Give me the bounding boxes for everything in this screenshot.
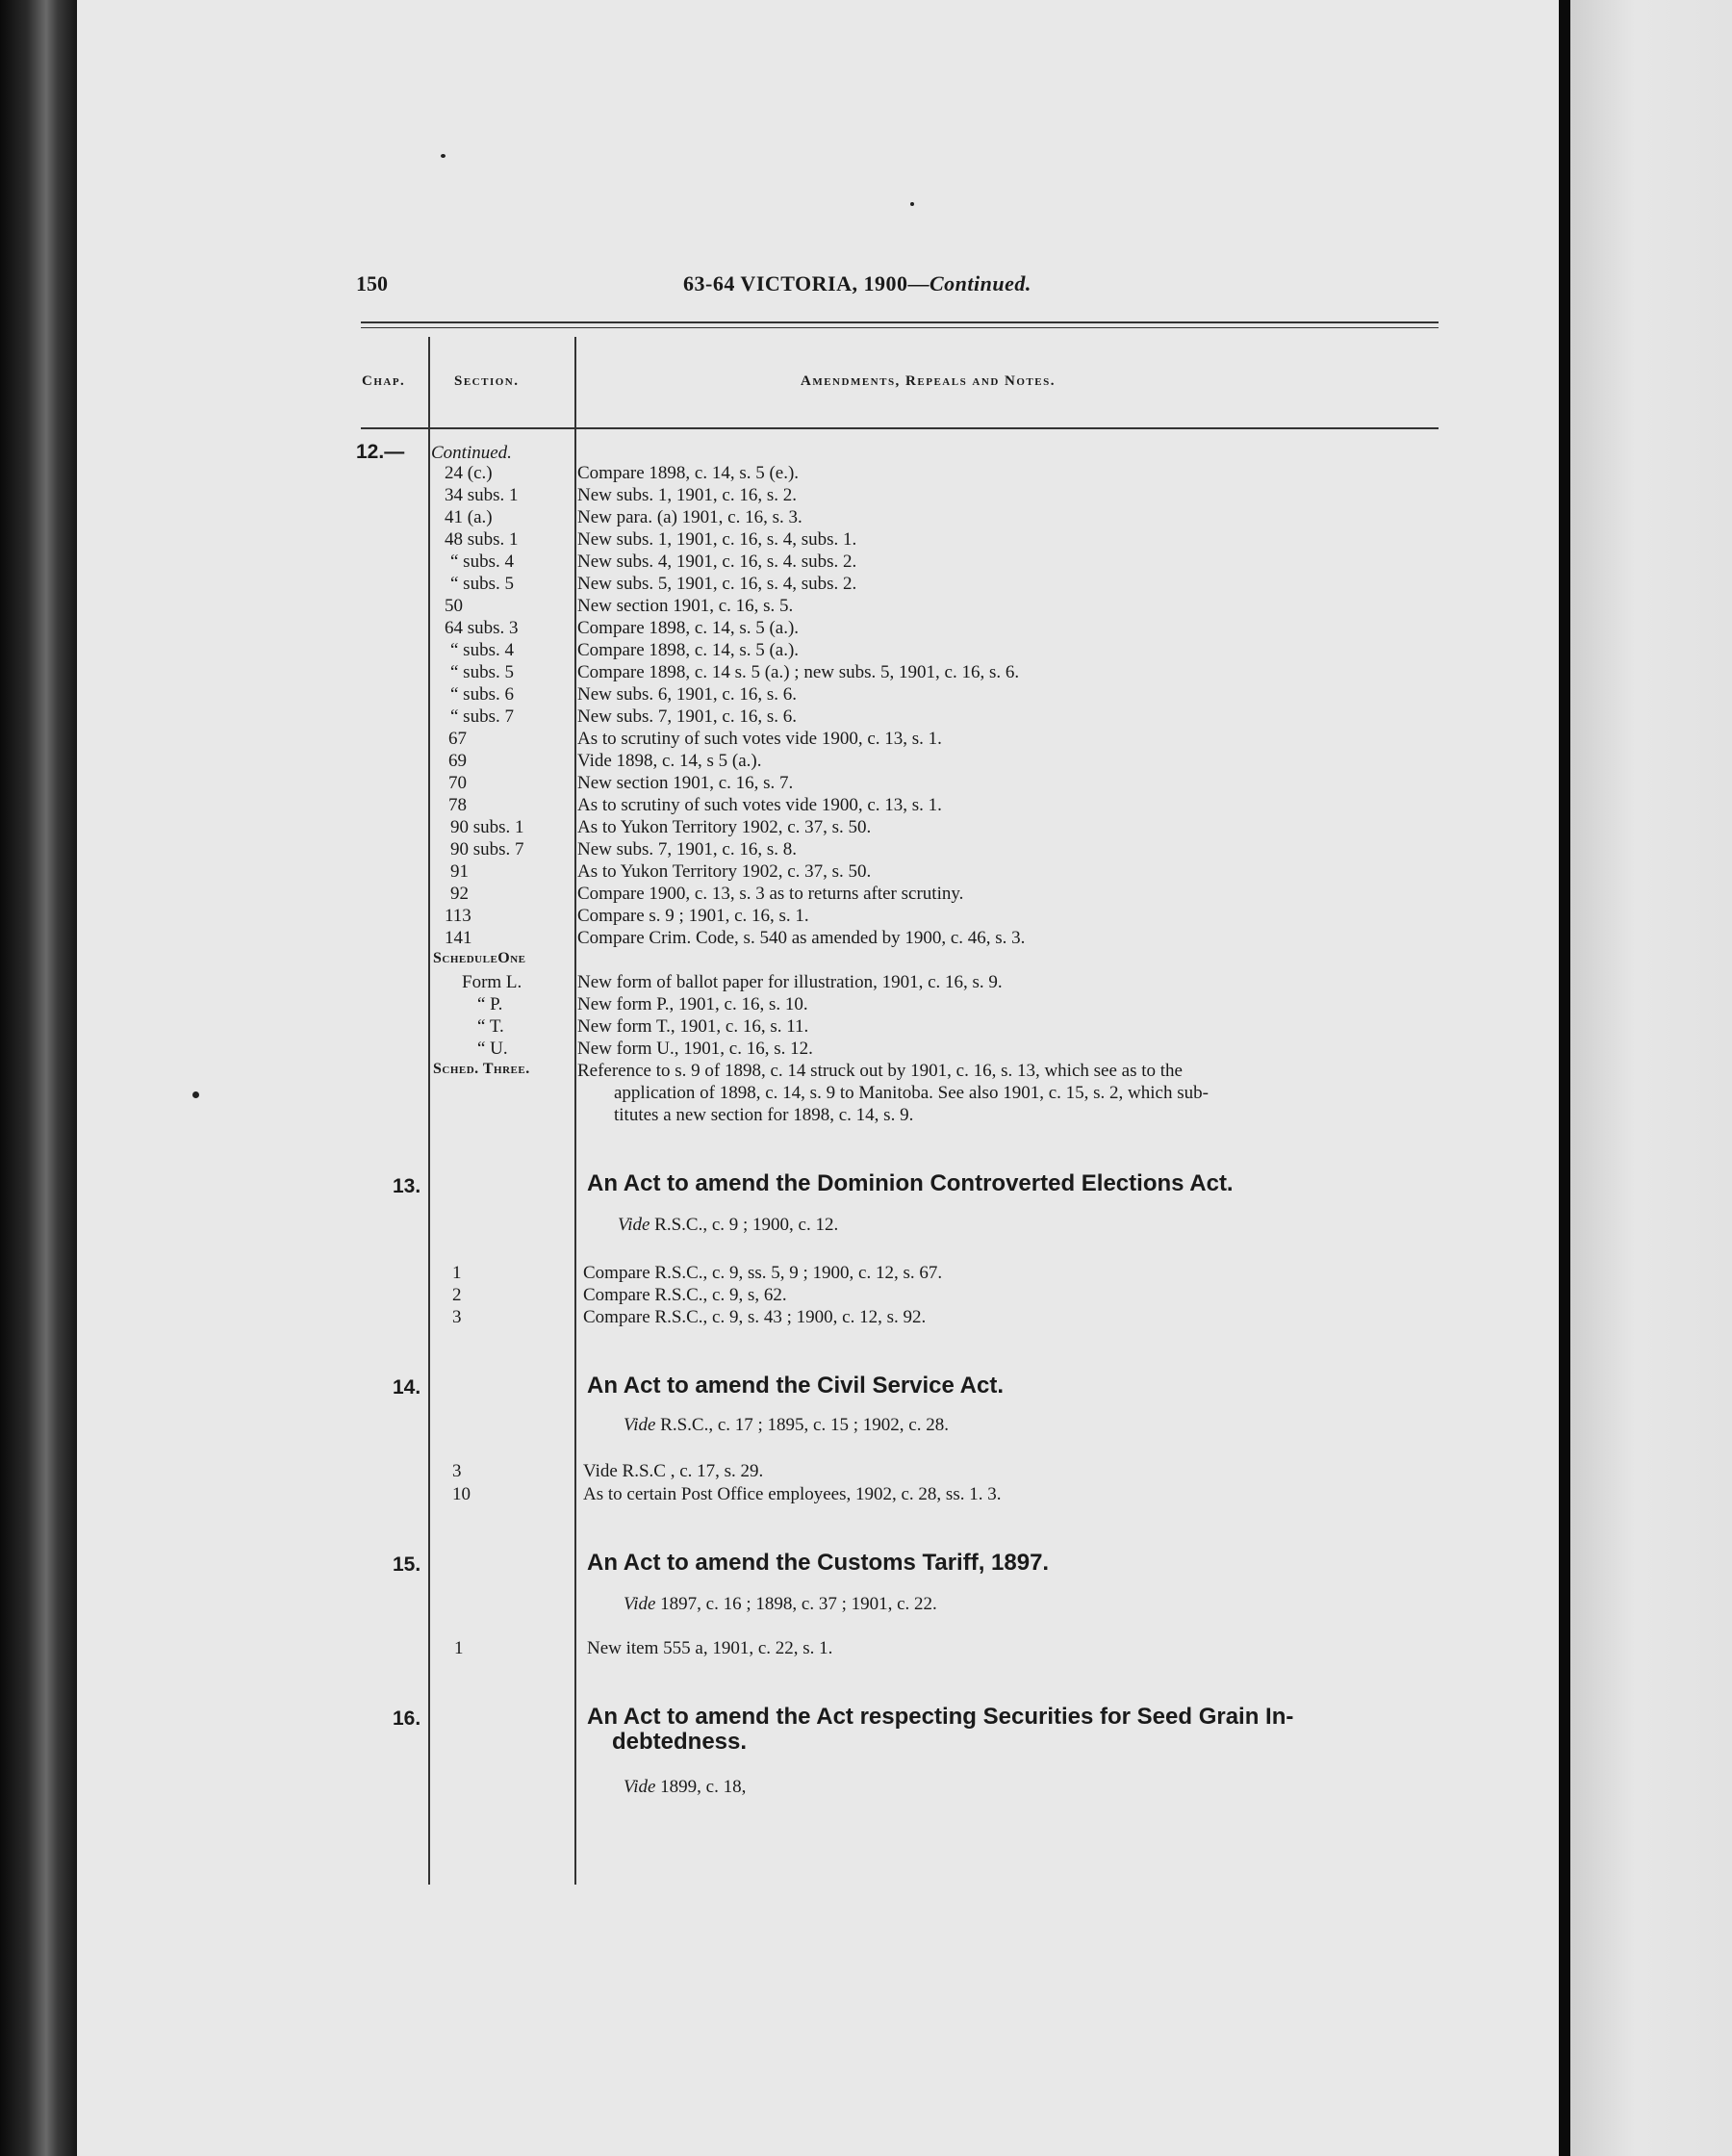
amendment-note: Reference to s. 9 of 1898, c. 14 struck out by 1901, c. 16, s. 13, which see as to the <box>577 1061 1183 1081</box>
section-ref: “ T. <box>477 1016 504 1037</box>
page-number: 150 <box>356 271 388 295</box>
amendment-note: New subs. 1, 1901, c. 16, s. 2. <box>577 485 797 505</box>
section-ref: “ subs. 5 <box>450 662 514 682</box>
amendment-note: As to Yukon Territory 1902, c. 37, s. 50. <box>577 817 872 837</box>
page-gutter <box>1559 0 1570 2156</box>
vide-text: R.S.C., c. 9 ; 1900, c. 12. <box>650 1215 839 1235</box>
section-ref: “ P. <box>477 994 503 1014</box>
column-header-rule <box>361 427 1439 429</box>
running-title-text: 63-64 VICTORIA, 1900— <box>683 271 930 295</box>
section-ref: 3 <box>452 1307 462 1327</box>
paper-speck <box>910 202 914 206</box>
amendment-note: Vide 1898, c. 14, s 5 (a.). <box>577 751 762 771</box>
vide-word: Vide <box>618 1215 650 1235</box>
act-title-line-2: debtedness. <box>612 1729 748 1755</box>
amendment-note: As to certain Post Office employees, 1902, c. 28, ss. 1. 3. <box>583 1484 1002 1504</box>
section-ref: 50 <box>445 596 463 616</box>
chapter-number: 16. <box>393 1707 421 1730</box>
vide-word: Vide <box>624 1777 656 1797</box>
amendment-note: Compare 1898, c. 14, s. 5 (a.). <box>577 640 800 660</box>
amendment-note: Compare Crim. Code, s. 540 as amended by 1900, c. 46, s. 3. <box>577 928 1026 948</box>
section-ref: 67 <box>448 729 467 749</box>
amendment-note: New subs. 1, 1901, c. 16, s. 4, subs. 1. <box>577 529 857 550</box>
column-divider-notes <box>574 337 576 1885</box>
amendment-note: application of 1898, c. 14, s. 9 to Manitoba. See also 1901, c. 15, s. 2, which sub- <box>614 1083 1209 1103</box>
section-ref: “ subs. 5 <box>450 574 514 594</box>
section-ref: 91 <box>450 861 469 882</box>
section-ref: 90 subs. 7 <box>450 839 524 860</box>
amendment-note: Vide R.S.C , c. 17, s. 29. <box>583 1461 764 1481</box>
section-ref: 70 <box>448 773 467 793</box>
section-ref: 92 <box>450 884 469 904</box>
facing-page-edge <box>1570 0 1732 2156</box>
amendment-note: New para. (a) 1901, c. 16, s. 3. <box>577 507 802 527</box>
vide-text: 1899, c. 18, <box>655 1777 747 1797</box>
amendment-note: New subs. 7, 1901, c. 16, s. 8. <box>577 839 797 860</box>
amendment-note: Compare R.S.C., c. 9, s. 43 ; 1900, c. 12, s. 92. <box>583 1307 927 1327</box>
running-title-continued: Continued. <box>930 271 1032 295</box>
section-ref: 141 <box>445 928 472 948</box>
column-divider-section <box>428 337 430 1885</box>
page <box>77 0 1559 2156</box>
vide-text: 1897, c. 16 ; 1898, c. 37 ; 1901, c. 22. <box>655 1594 937 1614</box>
amendment-note: New section 1901, c. 16, s. 5. <box>577 596 794 616</box>
section-ref: 3 <box>452 1461 462 1481</box>
section-ref: 41 (a.) <box>445 507 493 527</box>
act-title: An Act to amend the Dominion Controverted Elections Act. <box>587 1170 1234 1196</box>
chapter-number: 15. <box>393 1553 421 1576</box>
section-ref: “ subs. 4 <box>450 640 514 660</box>
amendment-note: Compare 1898, c. 14, s. 5 (a.). <box>577 618 800 638</box>
section-ref: 2 <box>452 1285 462 1305</box>
amendment-note: Compare 1898, c. 14 s. 5 (a.) ; new subs. 5, 1901, c. 16, s. 6. <box>577 662 1020 682</box>
running-title <box>683 271 1032 296</box>
amendment-note: Compare 1900, c. 13, s. 3 as to returns after scrutiny. <box>577 884 964 904</box>
section-ref: “ U. <box>477 1039 508 1059</box>
section-ref: 1 <box>452 1263 462 1283</box>
act-title-line-1: An Act to amend the Act respecting Securities for Seed Grain In- <box>587 1704 1294 1730</box>
section-ref: 34 subs. 1 <box>445 485 519 505</box>
section-ref: Sched. Three. <box>433 1061 530 1077</box>
section-ref: 1 <box>454 1638 464 1658</box>
vide-reference <box>624 1777 746 1798</box>
running-head <box>77 271 1559 300</box>
amendment-note: New section 1901, c. 16, s. 7. <box>577 773 794 793</box>
amendment-note: As to scrutiny of such votes vide 1900, c. 13, s. 1. <box>577 729 942 749</box>
act-title: An Act to amend the Customs Tariff, 1897. <box>587 1550 1050 1576</box>
amendment-note: New form U., 1901, c. 16, s. 12. <box>577 1039 813 1059</box>
section-ref: “ subs. 7 <box>450 706 514 727</box>
header-rule-top <box>361 321 1439 323</box>
book-binding-edge <box>0 0 77 2156</box>
vide-word: Vide <box>624 1594 656 1614</box>
section-ref: “ subs. 6 <box>450 684 514 705</box>
amendment-note: Compare R.S.C., c. 9, s, 62. <box>583 1285 787 1305</box>
act-title: An Act to amend the Civil Service Act. <box>587 1373 1004 1399</box>
paper-speck <box>441 154 446 158</box>
vide-text: R.S.C., c. 17 ; 1895, c. 15 ; 1902, c. 28. <box>655 1415 949 1435</box>
section-ref: 78 <box>448 795 467 815</box>
paper-speck <box>192 1091 199 1098</box>
amendment-note: New form P., 1901, c. 16, s. 10. <box>577 994 808 1014</box>
section-ref: 24 (c.) <box>445 463 493 483</box>
section-ref: “ subs. 4 <box>450 552 514 572</box>
section-ref: 113 <box>445 906 471 926</box>
amendment-note: New subs. 4, 1901, c. 16, s. 4. subs. 2. <box>577 552 857 572</box>
vide-word: Vide <box>624 1415 656 1435</box>
amendment-note: New subs. 5, 1901, c. 16, s. 4, subs. 2. <box>577 574 857 594</box>
amendment-note: Compare s. 9 ; 1901, c. 16, s. 1. <box>577 906 809 926</box>
amendment-note: titutes a new section for 1898, c. 14, s. 9. <box>614 1105 914 1125</box>
section-ref: 69 <box>448 751 467 771</box>
chapter-number: 12.— <box>356 441 405 463</box>
amendment-note: New form T., 1901, c. 16, s. 11. <box>577 1016 809 1037</box>
amendment-note: New subs. 7, 1901, c. 16, s. 6. <box>577 706 797 727</box>
section-ref: 64 subs. 3 <box>445 618 519 638</box>
column-header-section: Section. <box>454 373 520 389</box>
amendment-note: As to Yukon Territory 1902, c. 37, s. 50. <box>577 861 872 882</box>
column-header-notes: Amendments, Repeals and Notes. <box>801 373 1056 389</box>
section-ref: ScheduleOne <box>433 950 526 966</box>
vide-reference <box>624 1594 937 1615</box>
vide-reference <box>624 1415 949 1436</box>
column-header-chap: Chap. <box>362 373 406 389</box>
amendment-note: New item 555 a, 1901, c. 22, s. 1. <box>587 1638 833 1658</box>
chapter-continued-label: Continued. <box>431 443 512 463</box>
section-ref: Form L. <box>462 972 522 992</box>
vide-reference <box>618 1215 838 1236</box>
section-ref: 10 <box>452 1484 471 1504</box>
chapter-number: 14. <box>393 1376 421 1399</box>
amendment-note: New subs. 6, 1901, c. 16, s. 6. <box>577 684 797 705</box>
section-ref: 48 subs. 1 <box>445 529 519 550</box>
header-rule-bottom <box>361 327 1439 328</box>
section-ref: 90 subs. 1 <box>450 817 524 837</box>
chapter-number: 13. <box>393 1175 421 1197</box>
amendment-note: Compare 1898, c. 14, s. 5 (e.). <box>577 463 800 483</box>
amendment-note: As to scrutiny of such votes vide 1900, c. 13, s. 1. <box>577 795 942 815</box>
amendment-note: New form of ballot paper for illustration, 1901, c. 16, s. 9. <box>577 972 1003 992</box>
amendment-note: Compare R.S.C., c. 9, ss. 5, 9 ; 1900, c. 12, s. 67. <box>583 1263 943 1283</box>
